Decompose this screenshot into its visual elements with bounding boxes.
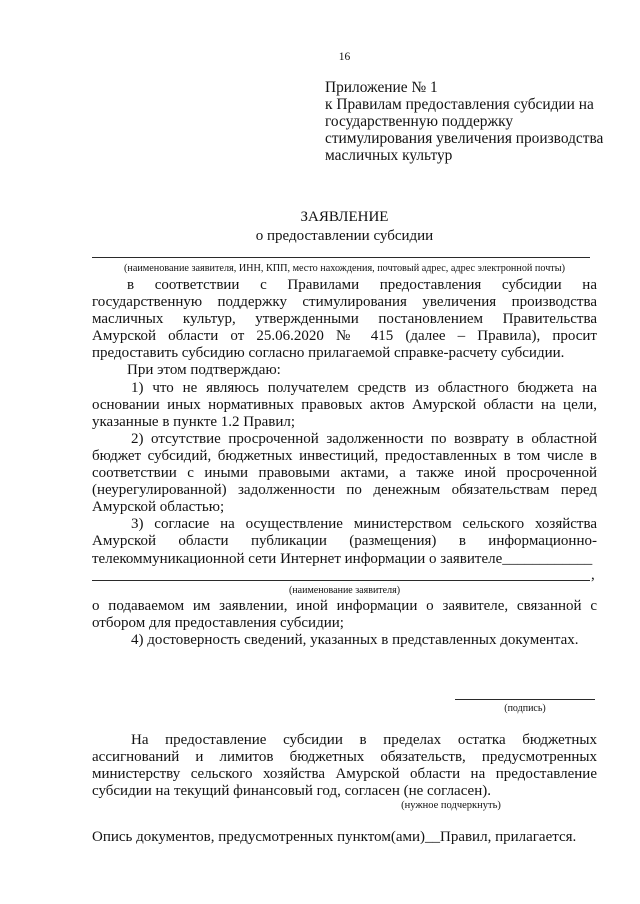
attachments-note: Опись документов, предусмотренных пунктом(ами)__Правил, прилагается.	[92, 829, 577, 845]
applicant-name-blank-line	[92, 580, 590, 581]
confirmation-item-2-line: соответствии с иными правовыми актами, а также иной просроченной	[92, 465, 597, 482]
request-line: в соответствии с Правилами предоставления субсидии на	[127, 277, 597, 293]
confirmation-item-3-line-text: телекоммуникационной сети Интернет информации о заявителе	[92, 550, 503, 567]
signature-line	[455, 699, 595, 700]
confirmation-item-4-line: 4) достоверность сведений, указанных в представленных документах.	[131, 632, 579, 649]
applicant-details-caption: (наименование заявителя, ИНН, КПП, место нахождения, почтовый адрес, адрес электронной почты)	[123, 262, 566, 274]
confirmation-item-3-line	[92, 551, 597, 568]
appendix-reference-line: государственную поддержку	[325, 113, 514, 130]
signature-caption: (подпись)	[504, 702, 546, 714]
appendix-reference-line: к Правилам предоставления субсидии на	[325, 96, 594, 113]
applicant-name-blank: ____________	[502, 550, 593, 567]
document-title: ЗАЯВЛЕНИЕ	[300, 208, 389, 225]
confirmation-item-3-line: Амурской области публикации (размещения) в информационно-	[92, 533, 597, 550]
request-line: Амурской области от 25.06.2020 № 415 (далее – Правила), просит	[92, 328, 597, 345]
applicant-name-line-end: ,	[591, 566, 595, 583]
confirmation-item-1-line: 1) что не являюсь получателем средств из областного бюджета на	[131, 379, 597, 396]
confirmation-item-3-line: о подаваемом им заявлении, иной информации о заявителе, связанной с	[92, 598, 597, 614]
appendix-header	[325, 79, 625, 164]
confirmation-item-2-line: Амурской областью;	[92, 499, 225, 516]
application-body	[92, 277, 597, 568]
budget-consent-line: субсидии на текущий финансовый год, согласен (не согласен).	[92, 783, 491, 800]
applicant-details-blank-line	[92, 257, 590, 258]
confirmation-item-1-line: основании иных нормативных правовых актов Амурской области на цели,	[92, 396, 597, 413]
request-line: государственную поддержку стимулирования увеличения производства	[92, 294, 597, 311]
applicant-name-caption: (наименование заявителя)	[288, 584, 401, 596]
appendix-reference-line: масличных культур	[325, 147, 453, 164]
confirmation-intro: При этом подтверждаю:	[127, 362, 281, 379]
confirmation-item-3-line: отбором для предоставления субсидии;	[92, 615, 344, 632]
request-line: предоставить субсидию согласно прилагаемой справке-расчету субсидии.	[92, 345, 565, 362]
budget-consent-note: (нужное подчеркнуть)	[401, 799, 501, 811]
budget-consent-line: министерству сельского хозяйства Амурской области на предоставление	[92, 766, 597, 783]
document-subtitle: о предоставлении субсидии	[255, 228, 434, 244]
application-body-continued	[92, 598, 597, 649]
appendix-reference-line: стимулирования увеличения производства	[325, 130, 604, 147]
confirmation-item-2-line: 2) отсутствие просроченной задолженности по возврату в областной	[131, 430, 597, 447]
appendix-number: Приложение № 1	[325, 79, 438, 96]
confirmation-item-1-line: указанные в пункте 1.2 Правил;	[92, 413, 296, 430]
page-number: 16	[338, 51, 351, 63]
confirmation-item-3-line: 3) согласие на осуществление министерством сельского хозяйства	[131, 516, 597, 533]
budget-consent-paragraph	[92, 732, 597, 800]
budget-consent-line: На предоставление субсидии в пределах остатка бюджетных	[131, 732, 597, 748]
budget-consent-line: ассигнований и лимитов бюджетных обязательств, предусмотренных	[92, 749, 597, 766]
request-line: масличных культур, утвержденными постановлением Правительства	[92, 311, 597, 328]
confirmation-item-2-line: (неурегулированной) задолженности по денежным обязательствам перед	[92, 482, 597, 499]
confirmation-item-2-line: бюджет субсидий, бюджетных инвестиций, предоставленных в том числе в	[92, 447, 597, 464]
